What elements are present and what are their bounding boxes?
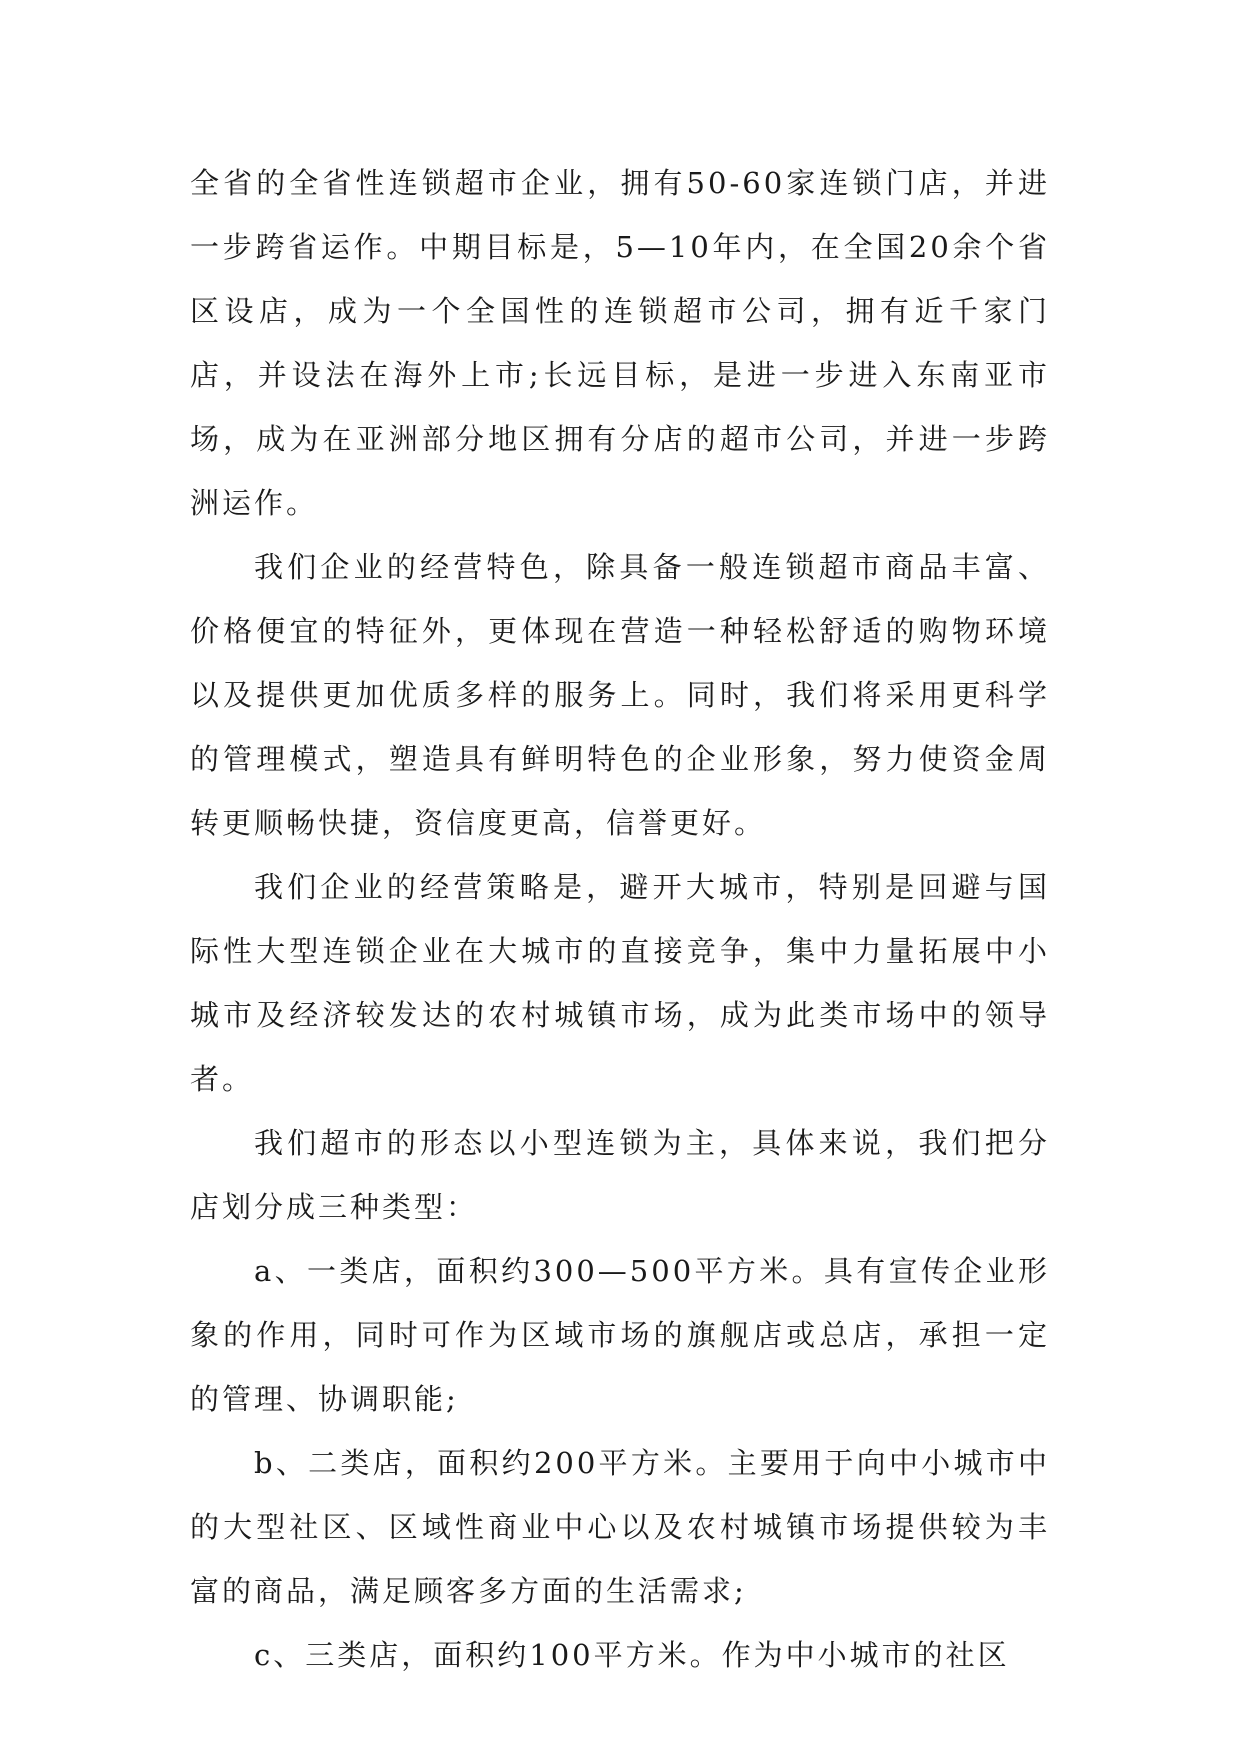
paragraph-goals-continued: 全省的全省性连锁超市企业，拥有50-60家连锁门店，并进一步跨省运作。中期目标是，5—10年内，在全国20余个省区设店，成为一个全国性的连锁超市公司，拥有近千家门店，并设法在海外上市;长远目标，是进一步进入东南亚市场，成为在亚洲部分地区拥有分店的超市公司，并进一步跨洲运作。 xyxy=(190,166,1050,520)
paragraph-business-strategy: 我们企业的经营策略是，避开大城市，特别是回避与国际性大型连锁企业在大城市的直接竞争，集中力量拓展中小城市及经济较发达的农村城镇市场，成为此类市场中的领导者。 xyxy=(190,870,1050,1096)
paragraph-store-format: 我们超市的形态以小型连锁为主，具体来说，我们把分店划分成三种类型： xyxy=(190,1126,1050,1224)
paragraph-store-type-c: c、三类店，面积约100平方米。作为中小城市的社区 xyxy=(254,1638,1010,1672)
paragraph-store-type-b: b、二类店，面积约200平方米。主要用于向中小城市中的大型社区、区域性商业中心以及农村城镇市场提供较为丰富的商品，满足顾客多方面的生活需求; xyxy=(190,1446,1050,1608)
paragraph-business-features: 我们企业的经营特色，除具备一般连锁超市商品丰富、价格便宜的特征外，更体现在营造一种轻松舒适的购物环境以及提供更加优质多样的服务上。同时，我们将采用更科学的管理模式，塑造具有鲜明特色的企业形象，努力使资金周转更顺畅快捷，资信度更高，信誉更好。 xyxy=(190,550,1050,840)
document-body xyxy=(190,151,1050,1687)
paragraph-store-type-a: a、一类店，面积约300—500平方米。具有宣传企业形象的作用，同时可作为区域市场的旗舰店或总店，承担一定的管理、协调职能; xyxy=(190,1254,1050,1416)
